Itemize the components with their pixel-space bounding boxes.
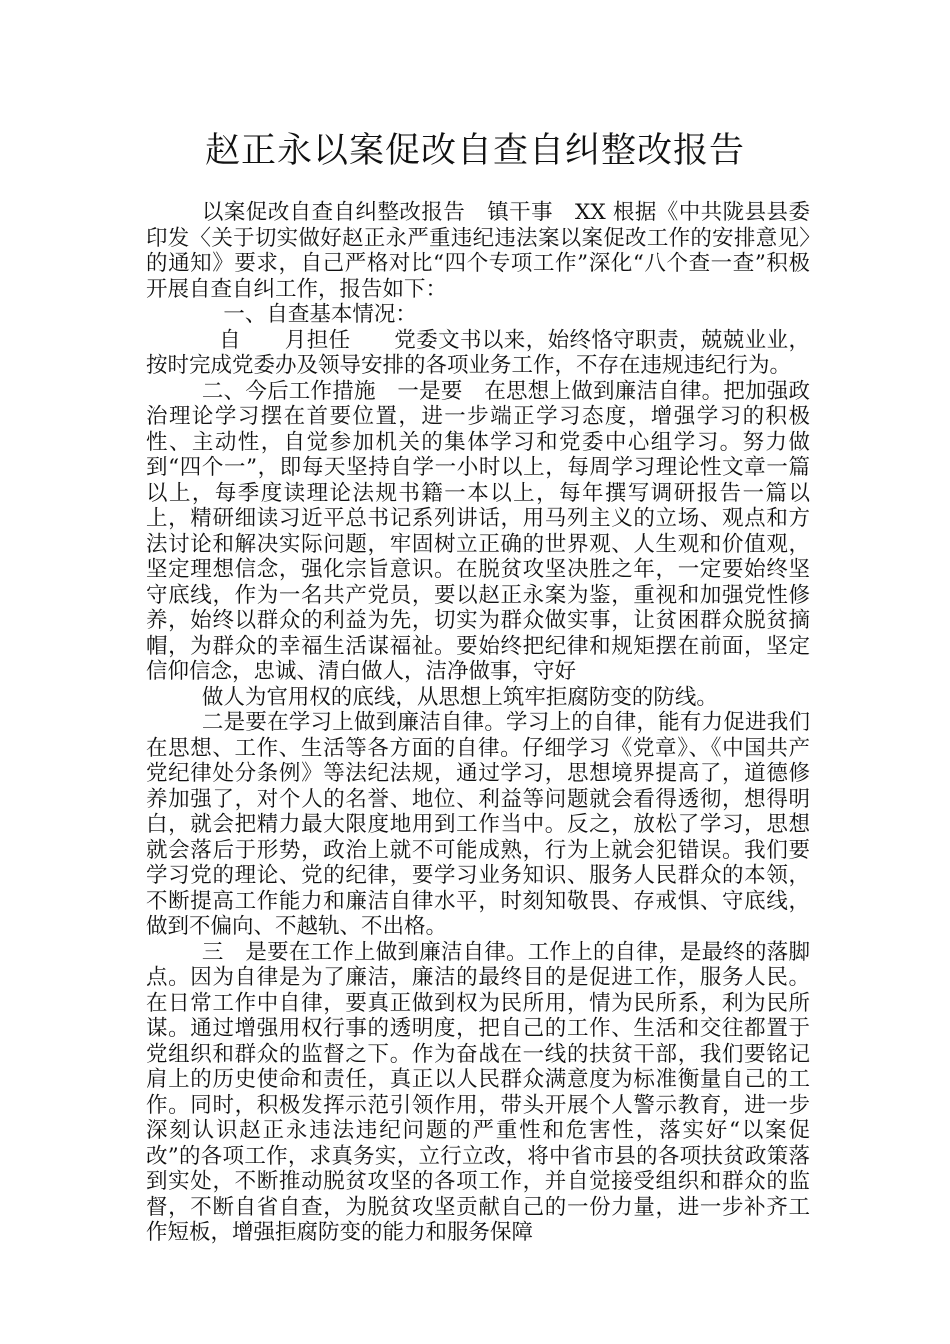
measures-paragraph-1-continued: 做人为官用权的底线，从思想上筑牢拒腐防变的防线。 — [201, 684, 718, 710]
section-heading-self-check: 一、自查基本情况： — [223, 302, 417, 327]
document-title: 赵正永以案促改自查自纠整改报告 — [204, 131, 745, 171]
self-check-paragraph: 自 月担任 党委文书以来，始终恪守职责，兢兢业业，按时完成党委办及领导安排的各项业务工作，不存在违规违纪行为。 — [146, 327, 810, 378]
document-body — [146, 200, 810, 1246]
measures-paragraph-1: 二、今后工作措施 一是要 在思想上做到廉洁自律。把加强政治理论学习摆在首要位置，进一步端正学习态度，增强学习的积极性、主动性，自觉参加机关的集体学习和党委中心组学习。努力做到“四个一”，即每天坚持自学一小时以上，每周学习理论性文章一篇以上，每季度读理论法规书籍一本以上，每年撰写调研报告一篇以上，精研细读习近平总书记系列讲话，用马列主义的立场、观点和方法讨论和解决实际问题，牢固树立正确的世界观、人生观和价值观，坚定理想信念，强化宗旨意识。在脱贫攻坚决胜之年，一定要始终坚守底线，作为一名共产党员，要以赵正永案为鉴，重视和加强党性修养，始终以群众的利益为先，切实为群众做实事，让贫困群众脱贫摘帽，为群众的幸福生活谋福祉。要始终把纪律和规矩摆在前面，坚定信仰信念，忠诚、清白做人，洁净做事，守好 — [146, 378, 810, 684]
measures-paragraph-3: 三 是要在工作上做到廉洁自律。工作上的自律，是最终的落脚点。因为自律是为了廉洁，廉洁的最终目的是促进工作，服务人民。在日常工作中自律，要真正做到权为民所用，情为民所系，利为民所谋。通过增强用权行事的透明度，把自己的工作、生活和交往都置于党组织和群众的监督之下。作为奋战在一线的扶贫干部，我们要铭记肩上的历史使命和责任，真正以人民群众满意度为标准衡量自己的工作。同时，积极发挥示范引领作用，带头开展个人警示教育，进一步深刻认识赵正永违法违纪问题的严重性和危害性，落实好“以案促改”的各项工作，求真务实，立行立改，将中省市县的各项扶贫政策落到实处，不断推动脱贫攻坚的各项工作，并自觉接受组织和群众的监督，不断自省自查，为脱贫攻坚贡献自己的一份力量，进一步补齐工作短板，增强拒腐防变的能力和服务保障 — [146, 939, 810, 1245]
measures-paragraph-2: 二是要在学习上做到廉洁自律。学习上的自律，能有力促进我们在思想、工作、生活等各方面的自律。仔细学习《党章》、《中国共产党纪律处分条例》等法纪法规，通过学习，思想境界提高了，道德修养加强了，对个人的名誉、地位、利益等问题就会看得透彻，想得明白，就会把精力最大限度地用到工作当中。反之，放松了学习，思想就会落后于形势，政治上就不可能成熟，行为上就会犯错误。我们要学习党的理论、党的纪律，要学习业务知识、服务人民群众的本领，不断提高工作能力和廉洁自律水平，时刻知敬畏、存戒惧、守底线，做到不偏向、不越轨、不出格。 — [146, 710, 810, 939]
intro-paragraph: 以案促改自查自纠整改报告 镇干事 XX 根据《中共陇县县委印发〈关于切实做好赵正永严重违纪违法案以案促改工作的安排意见〉的通知》要求，自己严格对比“四个专项工作”深化“八个查一查”积极开展自查自纠工作，报告如下： — [146, 200, 810, 302]
